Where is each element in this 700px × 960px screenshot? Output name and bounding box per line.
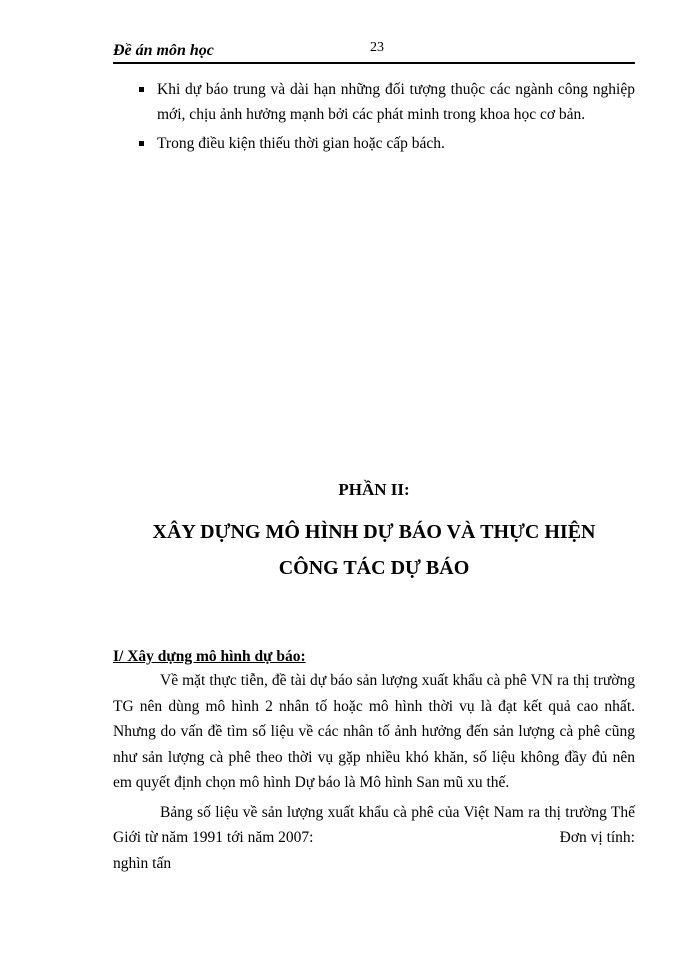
part-heading-line1: XÂY DỰNG MÔ HÌNH DỰ BÁO VÀ THỰC HIỆN <box>152 521 596 543</box>
part-heading <box>113 514 635 586</box>
part-label: PHẦN II: <box>338 480 410 499</box>
square-bullet-icon <box>139 87 144 92</box>
bullet-list <box>113 77 635 160</box>
header-title: Đề án môn học <box>113 42 214 59</box>
bullet-text: Trong điều kiện thiếu thời gian hoặc cấp bách. <box>157 135 445 152</box>
paragraph-2-text: Bảng số liệu về sản lượng xuất khẩu cà phê của Việt Nam ra thị trường Thế Giới từ năm 1991 tới năm 2007: <box>113 803 635 846</box>
page-number: 23 <box>370 40 384 55</box>
paragraph-2 <box>113 800 635 851</box>
section-body <box>113 668 635 876</box>
list-item <box>113 131 635 156</box>
unit-value: nghìn tấn <box>113 854 172 872</box>
header-rule <box>113 62 635 64</box>
page-header <box>113 40 635 64</box>
section-heading: I/ Xây dựng mô hình dự báo: <box>113 648 306 665</box>
square-bullet-icon <box>139 141 144 146</box>
part-heading-line2: CÔNG TÁC DỰ BÁO <box>278 557 470 579</box>
bullet-text: Khi dự báo trung và dài hạn những đối tượng thuộc các ngành công nghiệp mới, chịu ảnh hưởng mạnh bởi các phát minh trong khoa học cơ bản. <box>157 81 635 123</box>
unit-label: Đơn vị tính: <box>559 829 635 846</box>
paragraph-1: Về mặt thực tiễn, đề tài dự báo sản lượng xuất khẩu cà phê VN ra thị trường TG nên dùng mô hình 2 nhân tố hoặc mô hình thời vụ là đạt kết quả cao nhất. Nhưng do vấn đề tìm số liệu về các nhân tố ảnh hưởng đến sản lượng cà phê cũng như sản lượng cà phê theo thời vụ gặp nhiều khó khăn, số liệu không đầy đủ nên em quyết định chọn mô hình Dự báo là Mô hình San mũ xu thế. <box>113 672 635 791</box>
list-item <box>113 77 635 127</box>
